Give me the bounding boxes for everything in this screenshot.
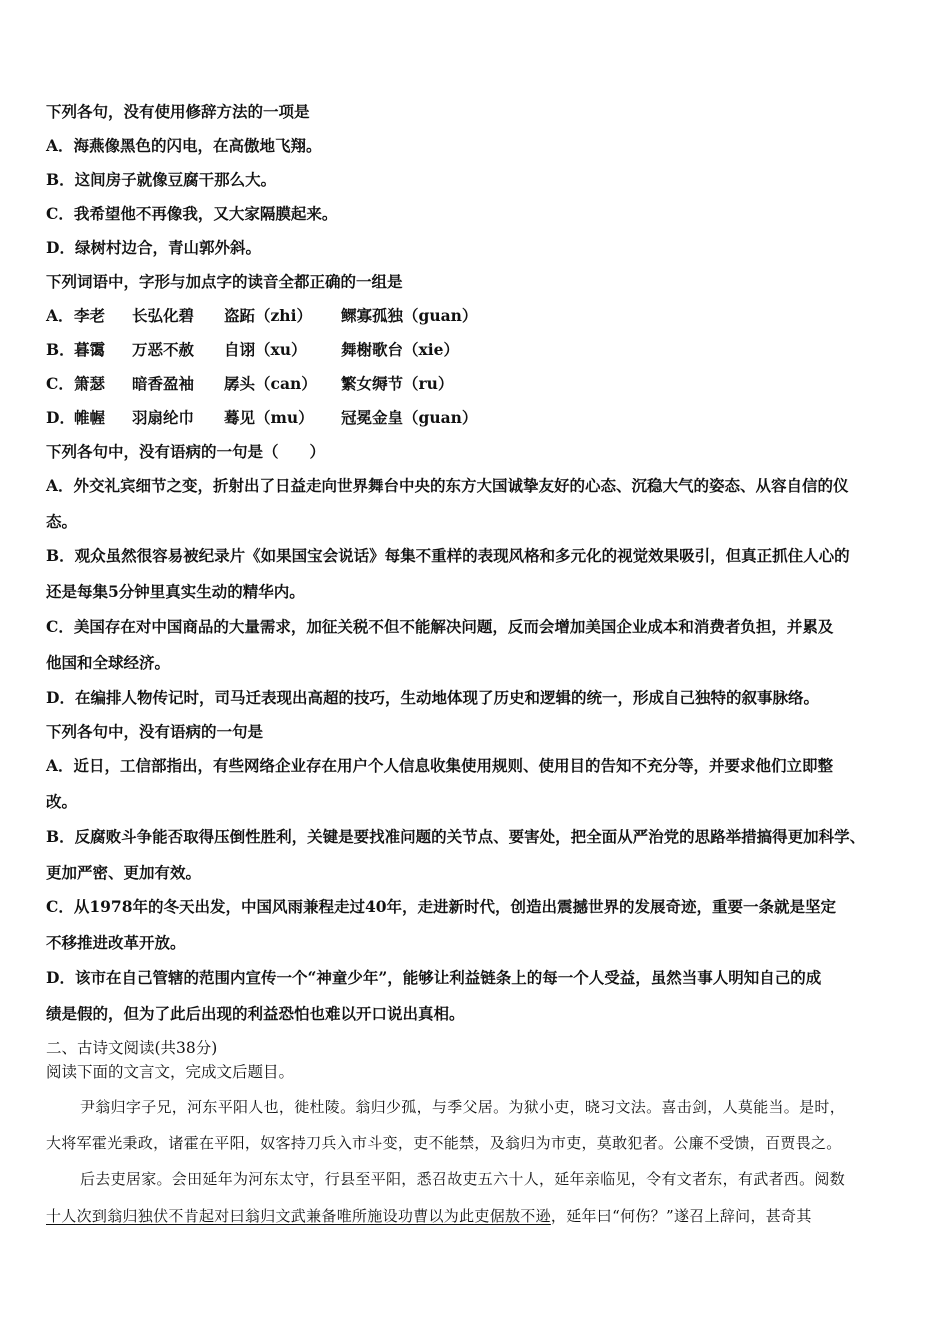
q1-stem: 下列各句，没有使用修辞方法的一项是 (46, 102, 310, 121)
q4-line: 更加严密、更加有效。 (46, 863, 202, 882)
q4-line: 不移推进改革开放。 (46, 933, 186, 952)
section-heading: 二、古诗文阅读(共38分) (46, 1039, 218, 1057)
q4-line: 绩是假的，但为了此后出现的利益恐怕也难以开口说出真相。 (46, 1004, 465, 1023)
q1-option-b: B．这间房子就像豆腐干那么大。 (46, 170, 277, 189)
q2-word: 万恶不赦 (132, 340, 195, 359)
underlined-sentence: 十人次到翁归独伏不肯起对曰翁归文武兼备唯所施设功曹以为此吏倨敖不逊 (46, 1207, 551, 1225)
q4-line: C．从1978年的冬天出发，中国风雨兼程走过40年，走进新时代，创造出震撼世界的发展奇迹，重要一条就是坚定 (46, 897, 837, 916)
q1-option-a: A．海燕像黑色的闪电，在高傲地飞翔。 (46, 136, 322, 155)
q2-row-c (46, 374, 453, 394)
q2-row-d (46, 408, 477, 428)
q3-line: B．观众虽然很容易被纪录片《如果国宝会说话》每集不重样的表现风格和多元化的视觉效果吸引，但真正抓住人心的 (46, 546, 850, 565)
q2-word: 李老 (74, 306, 106, 325)
q2-row-label: B． (46, 340, 75, 359)
passage-line-rest: ，延年曰“何伤？”遂召上辞问，甚奇其 (550, 1207, 812, 1225)
q2-stem: 下列词语中，字形与加点字的读音全都正确的一组是 (46, 272, 403, 291)
q2-word: 帷幄 (74, 408, 106, 427)
passage-line: 后去吏居家。会田延年为河东太守，行县至平阳，悉召故吏五六十人，延年亲临见，令有文者东，有武者西。阅数 (80, 1170, 846, 1188)
q3-line: A．外交礼宾细节之变，折射出了日益走向世界舞台中央的东方大国诚挚友好的心态、沉稳大气的姿态、从容自信的仪 (46, 476, 849, 495)
q2-word: 自诩（xu） (224, 340, 307, 359)
q2-word: 盗跖（zhi） (224, 306, 312, 325)
passage-line (46, 1206, 812, 1226)
q2-row-label: D． (46, 408, 75, 427)
q4-line: B．反腐败斗争能否取得压倒性胜利，关键是要找准问题的关节点、要害处，把全面从严治党的思路举措搞得更加科学、 (46, 827, 866, 846)
q2-row-a (46, 306, 477, 326)
q2-word: 长弘化碧 (132, 306, 195, 325)
q4-line: A．近日，工信部指出，有些网络企业存在用户个人信息收集使用规则、使用目的告知不充分等，并要求他们立即整 (46, 756, 834, 775)
q4-line: D．该市在自己管辖的范围内宣传一个“神童少年”，能够让利益链条上的每一个人受益，虽然当事人明知自己的成 (46, 968, 822, 987)
q2-word: 冠冕金皇（guan） (341, 408, 478, 427)
passage-line: 大将军霍光秉政，诸霍在平阳，奴客持刀兵入市斗变，吏不能禁，及翁归为市吏，莫敢犯者。公廉不受馈，百贾畏之。 (46, 1134, 842, 1152)
q3-line: D．在编排人物传记时，司马迁表现出高超的技巧，生动地体现了历史和逻辑的统一，形成自己独特的叙事脉络。 (46, 688, 819, 707)
q3-line: 还是每集5分钟里真实生动的精华内。 (46, 582, 305, 601)
q1-option-c: C．我希望他不再像我，又大家隔膜起来。 (46, 204, 338, 223)
q2-word: 暮霭 (74, 340, 106, 359)
q1-option-d: D．绿树村边合，青山郭外斜。 (46, 238, 261, 257)
q3-line: C．美国存在对中国商品的大量需求，加征关税不但不能解决问题，反而会增加美国企业成本和消费者负担，并累及 (46, 617, 834, 636)
passage-line: 尹翁归字子兄，河东平阳人也，徙杜陵。翁归少孤，与季父居。为狱小吏，晓习文法。喜击剑，人莫能当。是时， (80, 1098, 846, 1116)
q2-row-label: A． (46, 306, 74, 325)
q2-word: 孱头（can） (224, 374, 317, 393)
q4-line: 改。 (46, 792, 78, 811)
q2-row-label: C． (46, 374, 74, 393)
q4-stem: 下列各句中，没有语病的一句是 (46, 722, 264, 741)
q2-word: 舞榭歌台（xie） (341, 340, 459, 359)
q3-line: 态。 (46, 512, 78, 531)
q2-word: 羽扇纶巾 (132, 408, 195, 427)
q2-row-b (46, 340, 459, 360)
q2-word: 繁女缛节（ru） (341, 374, 454, 393)
q2-word: 箫瑟 (74, 374, 106, 393)
q2-word: 暗香盈袖 (132, 374, 195, 393)
q3-line: 他国和全球经济。 (46, 653, 171, 672)
reading-instruction: 阅读下面的文言文，完成文后题目。 (46, 1063, 295, 1081)
q2-word: 蓦见（mu） (224, 408, 314, 427)
q2-word: 鳏寡孤独（guan） (341, 306, 478, 325)
q3-stem: 下列各句中，没有语病的一句是（ ） (46, 442, 326, 461)
